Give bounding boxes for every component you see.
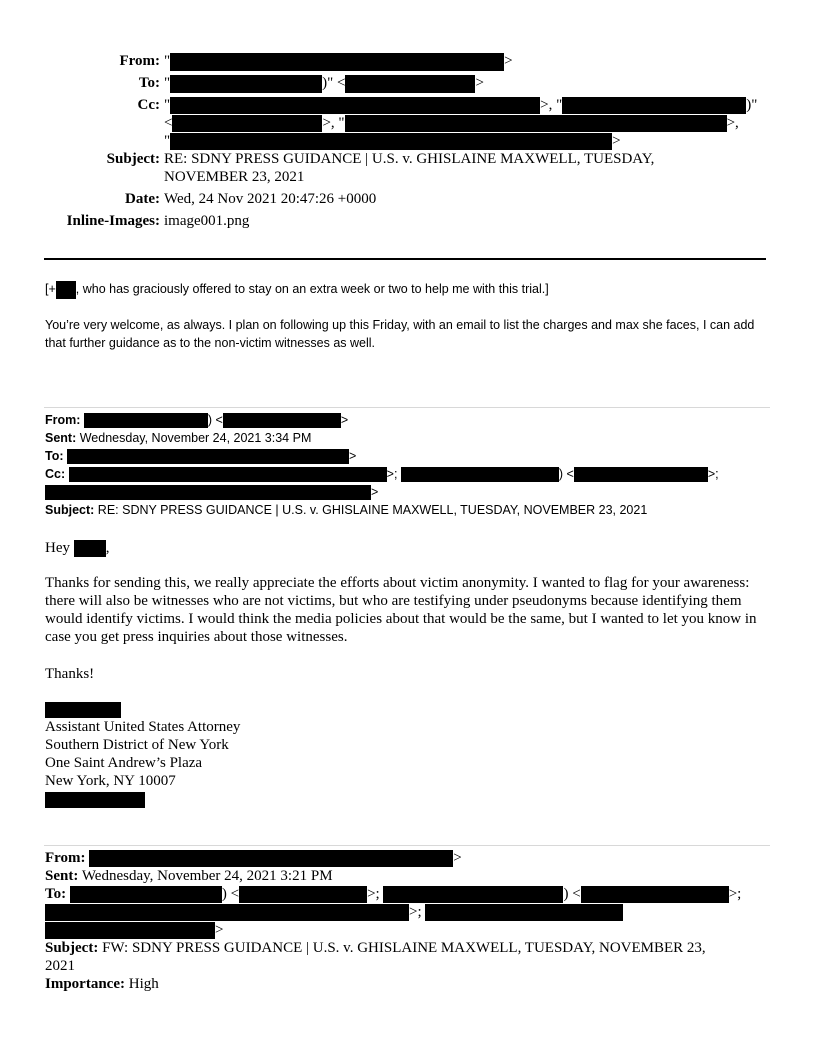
header-inline-images-row	[0, 212, 816, 230]
msg1-sent-row	[45, 429, 765, 447]
msg1-subject-value: RE: SDNY PRESS GUIDANCE | U.S. v. GHISLAINE MAXWELL, TUESDAY, NOVEMBER 23, 2021	[97, 503, 648, 517]
redaction-block	[45, 904, 409, 921]
msg2-from-label: From:	[45, 850, 86, 866]
redaction-block	[345, 115, 727, 132]
redaction-block	[425, 904, 623, 921]
header-cc-row	[0, 96, 816, 150]
msg1-to-label: To:	[45, 449, 64, 463]
from-value: " >	[164, 53, 513, 69]
redaction-block	[69, 467, 387, 482]
redaction-block	[74, 540, 106, 557]
msg2-subject-line-1: FW: SDNY PRESS GUIDANCE | U.S. v. GHISLAINE MAXWELL, TUESDAY, NOVEMBER 23,	[102, 940, 706, 956]
msg2-to-row-3: >	[45, 921, 765, 939]
email-header	[0, 52, 816, 229]
reply-suffix: , who has graciously offered to stay on an extra week or two to help me with this trial.]	[75, 282, 549, 296]
redaction-block	[223, 413, 341, 428]
date-value: Wed, 24 Nov 2021 20:47:26 +0000	[164, 191, 377, 207]
cc-label: Cc:	[137, 97, 160, 113]
redaction-block	[562, 97, 746, 114]
msg2-sent-label: Sent:	[45, 868, 79, 884]
redaction-block	[45, 485, 371, 500]
msg1-header	[45, 411, 765, 519]
redaction-block	[170, 75, 322, 93]
signature-address-2: New York, NY 10007	[45, 773, 176, 789]
msg2-subject-label: Subject:	[45, 940, 99, 956]
redaction-block	[383, 886, 563, 903]
msg2-sent-row	[45, 867, 765, 885]
redaction-block	[84, 413, 208, 428]
msg1-cc-label: Cc:	[45, 467, 66, 481]
subject-line-2: NOVEMBER 23, 2021	[164, 169, 305, 185]
msg2-subject-row-2	[45, 957, 765, 975]
signature-office: Southern District of New York	[45, 737, 229, 753]
signature-title: Assistant United States Attorney	[45, 719, 241, 735]
to-value: " )" < >	[164, 75, 484, 91]
msg2-importance-row	[45, 975, 765, 993]
msg2-importance-value: High	[128, 976, 159, 992]
msg1-to-row: To: >	[45, 449, 357, 463]
message-divider	[44, 407, 770, 408]
subject-line-1: RE: SDNY PRESS GUIDANCE | U.S. v. GHISLAINE MAXWELL, TUESDAY,	[164, 151, 655, 167]
signature-name-row	[45, 700, 240, 718]
msg1-body: Thanks for sending this, we really appreciate the efforts about victim anonymity. I wanted to flag for your awareness: there will also be witnesses who are not victims, but who are testifying under pseudonyms because identifying them would identify victims. I would think the media policies about that would be the same, but I wanted to let you know in case you get press inquiries about those witnesses.	[45, 575, 757, 645]
msg2-subject-row	[45, 939, 765, 957]
subject-value	[164, 150, 654, 186]
msg1-sent-value: Wednesday, November 24, 2021 3:34 PM	[79, 431, 312, 445]
msg1-thanks: Thanks!	[45, 666, 95, 682]
redaction-block	[89, 850, 453, 867]
header-divider	[44, 258, 766, 260]
redaction-block	[345, 75, 475, 93]
header-from-row	[0, 52, 816, 70]
redaction-block	[172, 115, 322, 132]
signature-address-1: One Saint Andrew’s Plaza	[45, 755, 203, 771]
msg2-to-label: To:	[45, 886, 67, 902]
subject-label: Subject:	[106, 151, 160, 167]
msg1-cc-row: Cc: >; ) < >;	[45, 467, 719, 481]
redaction-block	[170, 97, 540, 114]
redaction-block	[401, 467, 559, 482]
reply-paragraph: You’re very welcome, as always. I plan on following up this Friday, with an email to list the charges and max she faces, I can add that further guidance as to the non-victim witnesses as well.	[45, 318, 755, 350]
redaction-block	[56, 281, 76, 299]
redaction-block	[581, 886, 729, 903]
msg2-from-row: From: >	[45, 850, 462, 866]
redaction-block	[67, 449, 349, 464]
msg1-subject-label: Subject:	[45, 503, 95, 517]
signature-phone-row	[45, 790, 240, 808]
greeting-text: Hey	[45, 540, 70, 556]
header-subject-row	[0, 150, 816, 186]
msg2-header	[45, 849, 765, 993]
from-label: From:	[119, 53, 160, 69]
redaction-block	[45, 922, 215, 939]
redaction-block	[45, 702, 121, 718]
inline-images-label: Inline-Images:	[66, 213, 160, 229]
signature-block	[45, 700, 240, 808]
cc-value: " >, " )" < >, " >, " >	[164, 97, 758, 149]
reply-prefix: [+	[45, 282, 56, 296]
msg1-from-label: From:	[45, 413, 81, 427]
reply-line-1	[45, 280, 765, 299]
redaction-block	[170, 53, 504, 71]
redaction-block	[45, 792, 145, 808]
msg1-sent-label: Sent:	[45, 431, 77, 445]
msg2-subject-line-2: 2021	[45, 958, 75, 974]
redaction-block	[574, 467, 708, 482]
msg2-to-row: To: ) < >; ) < >;	[45, 886, 742, 902]
msg1-subject-row	[45, 501, 765, 519]
to-label: To:	[138, 75, 160, 91]
msg2-to-row-2: >;	[45, 903, 765, 921]
msg2-importance-label: Importance:	[45, 976, 125, 992]
header-date-row	[0, 190, 816, 208]
msg1-greeting: Hey ,	[45, 540, 110, 556]
header-to-row	[0, 74, 816, 92]
msg2-sent-value: Wednesday, November 24, 2021 3:21 PM	[81, 868, 333, 884]
inline-images-value[interactable]: image001.png	[164, 213, 250, 229]
date-label: Date:	[125, 191, 160, 207]
redaction-block	[70, 886, 222, 903]
redaction-block	[170, 133, 612, 150]
redaction-block	[239, 886, 367, 903]
msg1-from-row: From: ) < >	[45, 413, 349, 427]
message-divider	[44, 845, 770, 846]
msg1-cc-row-2: >	[45, 483, 765, 501]
